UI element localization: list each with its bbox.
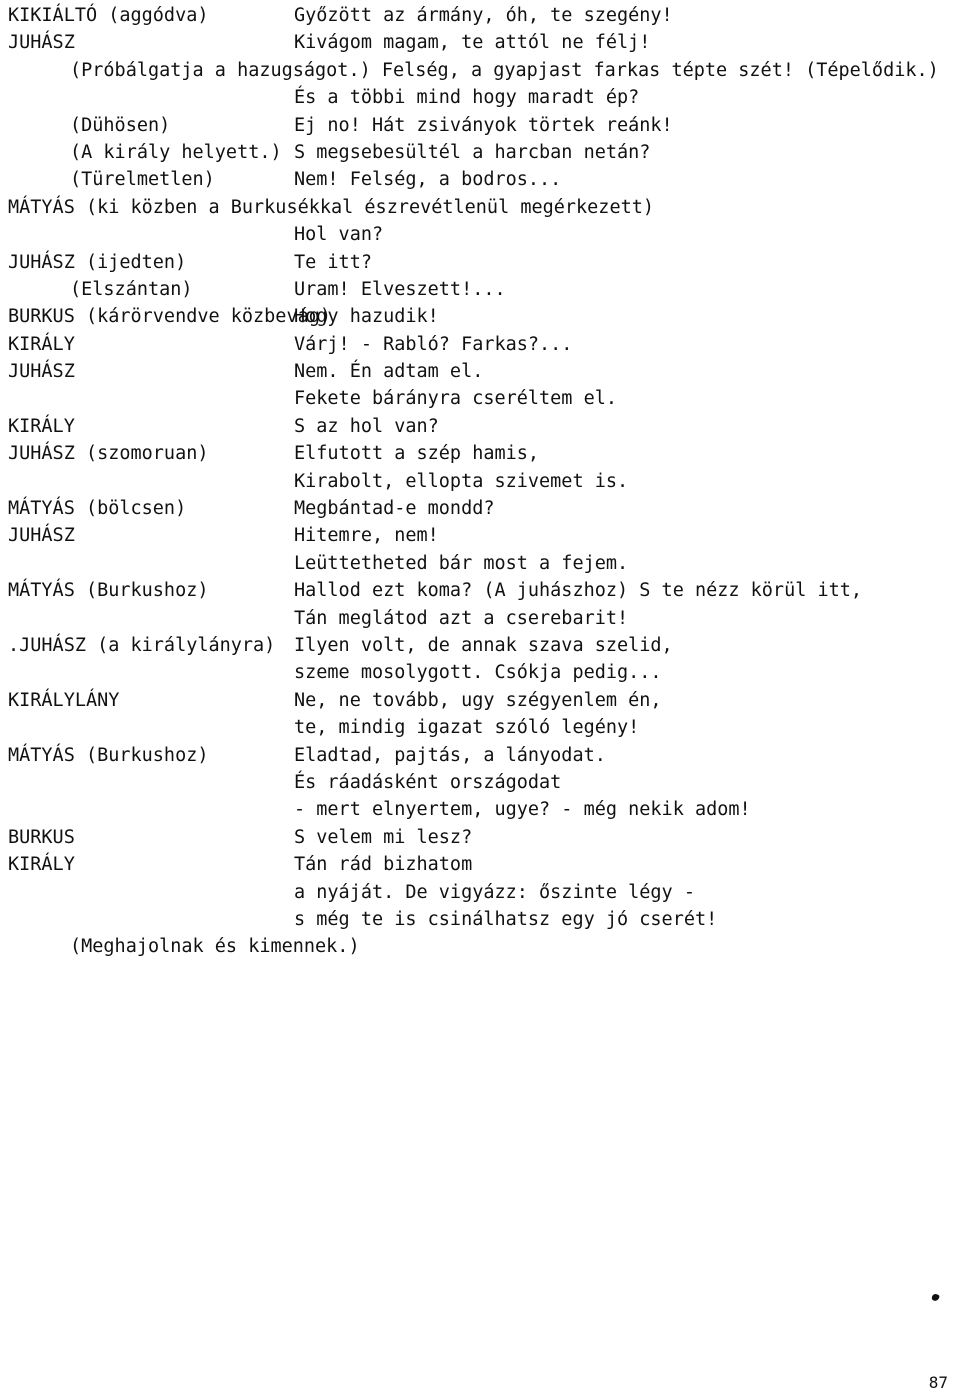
script-line — [0, 879, 960, 906]
speaker-label: KIRÁLY — [8, 854, 75, 876]
script-line — [0, 112, 960, 139]
script-line — [0, 769, 960, 796]
speaker-label: BURKUS — [8, 826, 75, 848]
stage-direction: (Türelmetlen) — [70, 169, 215, 191]
stage-direction: (Dühösen) — [70, 114, 171, 136]
dialogue-text: Uram! Elveszett!... — [294, 278, 506, 300]
script-line — [0, 851, 960, 878]
script-line — [0, 249, 960, 276]
dialogue-text: Tán meglátod azt a cserebarit! — [294, 607, 629, 629]
dialogue-text: Nem. Én adtam el. — [294, 361, 484, 383]
dialogue-text: - mert elnyertem, ugye? - még nekik adom! — [294, 799, 751, 821]
script-line — [0, 413, 960, 440]
dialogue-text: Ej no! Hát zsiványok törtek reánk! — [294, 114, 673, 136]
script-line — [0, 2, 960, 29]
dialogue-text: Hitemre, nem! — [294, 525, 439, 547]
speaker-label: KIRÁLY — [8, 333, 75, 355]
stage-direction: (Elszántan) — [70, 278, 193, 300]
speaker-label: JUHÁSZ (ijedten) — [8, 251, 187, 273]
script-line — [0, 468, 960, 495]
dialogue-text: szeme mosolygott. Csókja pedig... — [294, 662, 662, 684]
dialogue-text: te, mindig igazat szóló legény! — [294, 717, 640, 739]
script-line — [0, 742, 960, 769]
script-line — [0, 495, 960, 522]
script-line — [0, 550, 960, 577]
script-line — [0, 632, 960, 659]
dialogue-text: Kivágom magam, te attól ne félj! — [294, 32, 651, 54]
script-line — [0, 194, 960, 221]
script-line — [0, 276, 960, 303]
script-line — [0, 221, 960, 248]
script-line — [0, 577, 960, 604]
speaker-label: .JUHÁSZ (a királylányra) — [8, 634, 276, 656]
script-line — [0, 687, 960, 714]
script-line — [0, 139, 960, 166]
script-line — [0, 522, 960, 549]
script-line — [0, 605, 960, 632]
dialogue-text: S megsebesültél a harcban netán? — [294, 141, 651, 163]
speaker-label: MÁTYÁS (bölcsen) — [8, 498, 187, 520]
dialogue-text: Elfutott a szép hamis, — [294, 443, 540, 465]
dialogue-text: Leüttetheted bár most a fejem. — [294, 552, 629, 574]
dialogue-text: És a többi mind hogy maradt ép? — [294, 87, 640, 109]
speaker-label: JUHÁSZ — [8, 32, 75, 54]
script-line — [0, 385, 960, 412]
script-line — [0, 906, 960, 933]
dialogue-text: Nem! Felség, a bodros... — [294, 169, 562, 191]
speaker-label: JUHÁSZ — [8, 361, 75, 383]
script-line — [0, 303, 960, 330]
stage-direction: (A király helyett.) — [70, 141, 282, 163]
script-line — [0, 440, 960, 467]
speaker-label: MÁTYÁS (Burkushoz) — [8, 580, 209, 602]
dialogue-text: a nyáját. De vigyázz: őszinte légy - — [294, 881, 695, 903]
speaker-label: MÁTYÁS (ki közben a Burkusékkal észrevétlenül megérkezett) — [8, 196, 655, 218]
ink-mark — [931, 1293, 940, 1302]
script-line — [0, 331, 960, 358]
speaker-label: JUHÁSZ (szomoruan) — [8, 443, 209, 465]
dialogue-text: S velem mi lesz? — [294, 826, 473, 848]
dialogue-text: Várj! - Rabló? Farkas?... — [294, 333, 573, 355]
dialogue-text: Ilyen volt, de annak szava szelid, — [294, 634, 673, 656]
script-line — [0, 57, 960, 84]
script-line — [0, 166, 960, 193]
dialogue-text: Fekete bárányra cseréltem el. — [294, 388, 618, 410]
script-line — [0, 824, 960, 851]
dialogue-text: Győzött az ármány, óh, te szegény! — [294, 5, 673, 26]
stage-direction: (Próbálgatja a hazugságot.) Felség, a gyapjast farkas tépte szét! (Tépelődik.) — [70, 59, 939, 81]
speaker-label: JUHÁSZ — [8, 525, 75, 547]
script-line — [0, 84, 960, 111]
stage-direction: (Meghajolnak és kimennek.) — [70, 936, 360, 958]
dialogue-text: S az hol van? — [294, 415, 439, 437]
speaker-label: MÁTYÁS (Burkushoz) — [8, 744, 209, 766]
dialogue-text: Kirabolt, ellopta szivemet is. — [294, 470, 629, 492]
dialogue-text: Tán rád bizhatom — [294, 854, 473, 876]
speaker-label: BURKUS (kárörvendve közbevág) — [8, 306, 332, 328]
dialogue-text: És ráadásként országodat — [294, 771, 562, 793]
script-line — [0, 659, 960, 686]
dialogue-text: Ne, ne tovább, ugy szégyenlem én, — [294, 689, 662, 711]
speaker-label: KIRÁLY — [8, 415, 75, 437]
dialogue-text: Hallod ezt koma? (A juhászhoz) S te nézz körül itt, — [294, 580, 863, 602]
dialogue-text: Hogy hazudik! — [294, 306, 439, 328]
dialogue-text: Hol van? — [294, 224, 384, 246]
dialogue-text: Te itt? — [294, 251, 372, 273]
script-line — [0, 933, 960, 960]
speaker-label: KIKIÁLTÓ (aggódva) — [8, 5, 209, 26]
script-line — [0, 796, 960, 823]
dialogue-text: Megbántad-e mondd? — [294, 498, 495, 520]
dialogue-text: Eladtad, pajtás, a lányodat. — [294, 744, 606, 766]
page-number: 87 — [928, 1373, 948, 1392]
dialogue-text: s még te is csinálhatsz egy jó cserét! — [294, 908, 718, 930]
script-line — [0, 714, 960, 741]
script-line — [0, 358, 960, 385]
script-line — [0, 29, 960, 56]
speaker-label: KIRÁLYLÁNY — [8, 689, 120, 711]
